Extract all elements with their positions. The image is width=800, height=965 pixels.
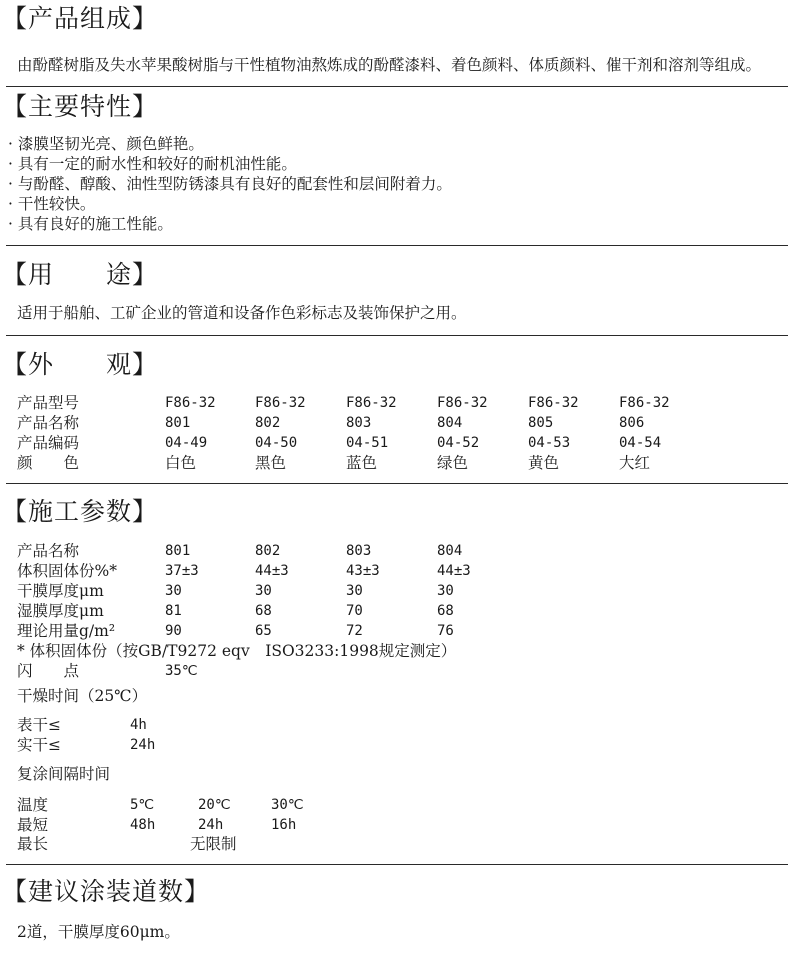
section-title-appearance: 【外 观】 <box>2 350 159 379</box>
recoat-min: 48h <box>130 817 156 833</box>
section-title-coats: 【建议涂装道数】 <box>2 877 211 906</box>
divider <box>6 864 788 865</box>
divider <box>6 86 788 87</box>
param-cell: 76 <box>437 623 454 639</box>
appearance-code: 04-53 <box>528 435 571 451</box>
recoat-temp-label: 温度 <box>17 796 49 814</box>
param-cell: 68 <box>255 603 272 619</box>
feature-item: · 具有良好的施工性能。 <box>8 215 173 233</box>
divider <box>6 483 788 484</box>
composition-text: 由酚醛树脂及失水苹果酸树脂与干性植物油熬炼成的酚醛漆料、着色颜料、体质颜料、催干剂和溶剂等组成。 <box>17 56 762 74</box>
recoat-max-value: 无限制 <box>190 835 237 853</box>
section-title-composition: 【产品组成】 <box>2 4 159 33</box>
recoat-max-label: 最长 <box>17 835 49 853</box>
param-cell: 72 <box>346 623 363 639</box>
param-cell: 70 <box>346 603 363 619</box>
appearance-name: 805 <box>528 415 554 431</box>
recoat-temp: 20℃ <box>198 797 231 813</box>
appearance-label: 产品名称 <box>17 414 80 432</box>
drying-value: 24h <box>130 737 156 753</box>
appearance-label: 颜 色 <box>17 454 80 472</box>
divider <box>6 335 788 336</box>
appearance-code: 04-51 <box>346 435 389 451</box>
feature-item: · 干性较快。 <box>8 195 96 213</box>
appearance-color: 绿色 <box>437 454 469 472</box>
flash-point-value: 35℃ <box>165 663 198 679</box>
flash-point-label: 闪 点 <box>17 662 80 680</box>
param-cell: 804 <box>437 543 463 559</box>
parameter-label: 产品名称 <box>17 542 80 560</box>
parameter-label: 干膜厚度μm <box>17 582 104 600</box>
appearance-code: 04-49 <box>165 435 208 451</box>
appearance-name: 803 <box>346 415 372 431</box>
drying-label: 实干≤ <box>17 736 61 754</box>
recoat-temp: 5℃ <box>130 797 155 813</box>
appearance-code: 04-52 <box>437 435 480 451</box>
section-title-usage: 【用 途】 <box>2 260 159 289</box>
appearance-model: F86-32 <box>165 395 216 411</box>
param-cell: 90 <box>165 623 182 639</box>
appearance-color: 黑色 <box>255 454 287 472</box>
appearance-color: 蓝色 <box>346 454 378 472</box>
appearance-name: 802 <box>255 415 281 431</box>
appearance-label: 产品编码 <box>17 434 80 452</box>
parameter-label: 理论用量g/m² <box>17 622 116 640</box>
feature-item: · 具有一定的耐水性和较好的耐机油性能。 <box>8 155 297 173</box>
param-cell: 802 <box>255 543 281 559</box>
appearance-model: F86-32 <box>255 395 306 411</box>
appearance-color: 大红 <box>619 454 651 472</box>
parameter-label: 湿膜厚度μm <box>17 602 104 620</box>
param-cell: 803 <box>346 543 372 559</box>
appearance-name: 806 <box>619 415 645 431</box>
param-cell: 81 <box>165 603 182 619</box>
usage-text: 适用于船舶、工矿企业的管道和设备作色彩标志及装饰保护之用。 <box>17 304 467 322</box>
appearance-code: 04-54 <box>619 435 662 451</box>
section-title-features: 【主要特性】 <box>2 92 159 121</box>
param-cell: 30 <box>437 583 454 599</box>
appearance-color: 黄色 <box>528 454 560 472</box>
appearance-code: 04-50 <box>255 435 298 451</box>
divider <box>6 245 788 246</box>
recoat-temp: 30℃ <box>271 797 304 813</box>
appearance-color: 白色 <box>165 454 197 472</box>
param-cell: 30 <box>165 583 182 599</box>
drying-label: 表干≤ <box>17 716 61 734</box>
feature-item: · 漆膜坚韧光亮、颜色鲜艳。 <box>8 135 204 153</box>
recoat-min: 16h <box>271 817 297 833</box>
param-cell: 65 <box>255 623 272 639</box>
appearance-name: 801 <box>165 415 191 431</box>
section-title-parameters: 【施工参数】 <box>2 497 159 526</box>
feature-item: · 与酚醛、醇酸、油性型防锈漆具有良好的配套性和层间附着力。 <box>8 175 452 193</box>
param-cell: 43±3 <box>346 563 380 579</box>
parameter-label: 体积固体份%* <box>17 562 117 580</box>
param-cell: 68 <box>437 603 454 619</box>
parameters-note: * 体积固体份（按GB/T9272 eqv ISO3233:1998规定测定） <box>17 642 457 660</box>
param-cell: 801 <box>165 543 191 559</box>
recoat-min: 24h <box>198 817 224 833</box>
appearance-model: F86-32 <box>619 395 670 411</box>
param-cell: 30 <box>346 583 363 599</box>
drying-value: 4h <box>130 717 147 733</box>
appearance-model: F86-32 <box>346 395 397 411</box>
drying-title: 干燥时间（25℃） <box>17 687 148 705</box>
coats-text: 2道，干膜厚度60μm。 <box>17 923 180 941</box>
param-cell: 44±3 <box>255 563 289 579</box>
param-cell: 37±3 <box>165 563 199 579</box>
appearance-name: 804 <box>437 415 463 431</box>
appearance-model: F86-32 <box>437 395 488 411</box>
appearance-model: F86-32 <box>528 395 579 411</box>
recoat-title: 复涂间隔时间 <box>17 765 111 783</box>
param-cell: 44±3 <box>437 563 471 579</box>
appearance-label: 产品型号 <box>17 394 80 412</box>
recoat-min-label: 最短 <box>17 816 49 834</box>
param-cell: 30 <box>255 583 272 599</box>
